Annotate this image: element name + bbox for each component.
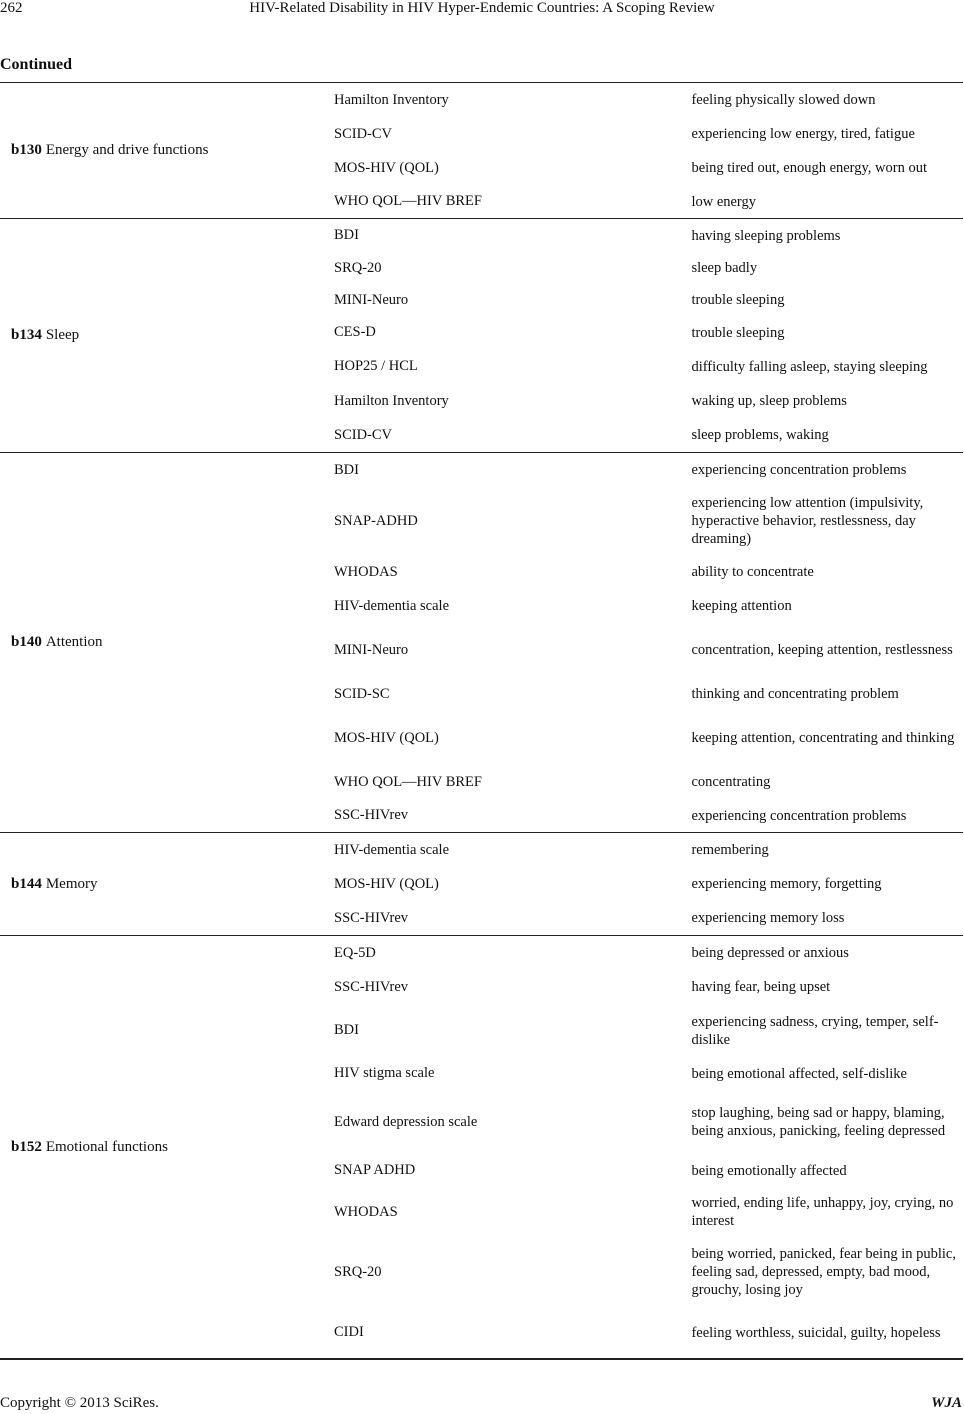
instrument-cell: SRQ-20 xyxy=(334,259,382,276)
rule-gap xyxy=(322,1354,323,1358)
instrument-cell: MOS-HIV (QOL) xyxy=(334,159,439,176)
journal-abbrev: WJA xyxy=(931,1395,962,1411)
category-label xyxy=(11,936,311,1358)
table-row xyxy=(334,316,963,349)
table-group xyxy=(0,935,963,1360)
table-row xyxy=(334,677,963,711)
instrument-cell: CIDI xyxy=(334,1324,364,1340)
category-code: b134 xyxy=(11,327,42,343)
description-cell: keeping attention xyxy=(691,598,792,614)
table-row xyxy=(334,384,963,418)
description-cell: being emotionally affected xyxy=(691,1162,847,1179)
instrument-cell: SRQ-20 xyxy=(334,1263,382,1280)
description-cell: experiencing concentration problems xyxy=(691,462,907,478)
instrument-cell: MOS-HIV (QOL) xyxy=(334,729,439,746)
category-code: b152 xyxy=(11,1138,42,1155)
description-cell: being emotional affected, self-dislike xyxy=(691,1065,907,1082)
table-row xyxy=(334,252,963,284)
table-row xyxy=(334,901,963,935)
table-group xyxy=(0,452,963,832)
instrument-cell: HIV-dementia scale xyxy=(334,841,450,858)
description-cell: experiencing low energy, tired, fatigue xyxy=(691,126,915,142)
description-cell: experiencing sadness, crying, temper, self-dislike xyxy=(691,1013,939,1048)
table-row xyxy=(334,487,963,555)
category-name: Energy and drive functions xyxy=(45,142,209,158)
category-name: Attention xyxy=(45,634,103,650)
instrument-cell: SSC-HIVrev xyxy=(334,978,409,995)
table-row xyxy=(334,185,963,218)
description-cell: difficulty falling asleep, staying sleeping xyxy=(691,358,928,375)
instrument-cell: WHO QOL—HIV BREF xyxy=(334,193,482,209)
table-row xyxy=(334,151,963,185)
table-row xyxy=(334,1307,963,1358)
running-title: HIV-Related Disability in HIV Hyper-Endemic Countries: A Scoping Review xyxy=(249,0,715,16)
instrument-cell: WHO QOL—HIV BREF xyxy=(334,773,482,790)
table-row xyxy=(334,833,963,867)
instrument-cell: WHODAS xyxy=(334,563,398,580)
description-cell: worried, ending life, unhappy, joy, crying, no interest xyxy=(691,1195,954,1229)
table-row xyxy=(334,83,963,117)
table xyxy=(0,82,963,1360)
instrument-cell: BDI xyxy=(334,461,359,478)
page-header xyxy=(0,0,964,20)
description-cell: ability to concentrate xyxy=(691,564,814,580)
table-row xyxy=(334,799,963,832)
description-cell: trouble sleeping xyxy=(691,324,785,341)
description-cell: trouble sleeping xyxy=(691,292,785,308)
table-row xyxy=(334,555,963,589)
description-cell: thinking and concentrating problem xyxy=(691,686,899,702)
instrument-cell: SCID-SC xyxy=(334,685,390,702)
instrument-cell: Hamilton Inventory xyxy=(334,392,449,409)
category-name: Memory xyxy=(45,875,98,892)
table-row xyxy=(334,1187,963,1237)
instrument-cell: SSC-HIVrev xyxy=(334,807,409,823)
description-cell: concentration, keeping attention, restlessness xyxy=(691,642,953,658)
table-row xyxy=(334,1154,963,1187)
description-cell: feeling physically slowed down xyxy=(691,92,876,108)
instrument-cell: Edward depression scale xyxy=(334,1113,478,1130)
instrument-cell: HIV-dementia scale xyxy=(334,597,450,614)
table-row xyxy=(334,711,963,765)
table-row xyxy=(334,349,963,384)
description-cell: experiencing low attention (impulsivity, hyperactive behavior, restlessness, day dreaming) xyxy=(691,495,924,547)
table-row xyxy=(334,453,963,487)
table-group xyxy=(0,832,963,935)
table-row xyxy=(334,117,963,151)
instrument-cell: SNAP-ADHD xyxy=(334,512,418,529)
description-cell: being tired out, enough energy, worn out xyxy=(691,160,928,176)
table-row xyxy=(334,1090,963,1154)
instrument-cell: CES-D xyxy=(334,324,376,340)
instrument-cell: SCID-CV xyxy=(334,125,393,142)
description-cell: being depressed or anxious xyxy=(691,945,849,961)
table-row xyxy=(334,765,963,799)
description-cell: low energy xyxy=(691,193,757,210)
table-row xyxy=(334,1057,963,1090)
table-row xyxy=(334,418,963,452)
table-row xyxy=(334,1004,963,1057)
page-number: 262 xyxy=(0,0,23,16)
instrument-cell: MINI-Neuro xyxy=(334,641,409,658)
description-cell: sleep badly xyxy=(691,260,758,276)
description-cell: experiencing concentration problems xyxy=(691,807,907,824)
instrument-cell: SNAP ADHD xyxy=(334,1162,416,1178)
description-cell: remembering xyxy=(691,842,769,858)
description-cell: keeping attention, concentrating and thinking xyxy=(691,730,955,746)
instrument-cell: BDI xyxy=(334,227,359,243)
instrument-cell: WHODAS xyxy=(334,1203,398,1220)
description-cell: experiencing memory, forgetting xyxy=(691,876,882,892)
table-row xyxy=(334,589,963,623)
instrument-cell: HIV stigma scale xyxy=(334,1065,435,1081)
description-cell: waking up, sleep problems xyxy=(691,393,847,409)
description-cell: feeling worthless, suicidal, guilty, hopeless xyxy=(691,1324,941,1341)
category-label xyxy=(11,83,311,218)
table-row xyxy=(334,284,963,316)
description-cell: experiencing memory loss xyxy=(691,910,845,926)
description-cell: being worried, panicked, fear being in public, feeling sad, depressed, empty, bad mood, grouchy, losing joy xyxy=(691,1246,956,1298)
continued-label: Continued xyxy=(0,56,73,73)
instrument-cell: EQ-5D xyxy=(334,944,376,961)
instrument-cell: SSC-HIVrev xyxy=(334,909,409,926)
table-group xyxy=(0,82,963,218)
category-label xyxy=(11,833,311,935)
table-row xyxy=(334,219,963,252)
description-cell: concentrating xyxy=(691,774,771,790)
copyright-text: Copyright © 2013 SciRes. xyxy=(0,1395,159,1411)
description-cell: stop laughing, being sad or happy, blaming, being anxious, panicking, feeling depressed xyxy=(691,1105,946,1139)
instrument-cell: Hamilton Inventory xyxy=(334,91,449,108)
table-group xyxy=(0,218,963,452)
description-cell: having sleeping problems xyxy=(691,227,841,244)
instrument-cell: SCID-CV xyxy=(334,426,393,443)
category-label xyxy=(11,219,311,452)
table-row xyxy=(334,623,963,677)
description-cell: having fear, being upset xyxy=(691,979,831,995)
instrument-cell: BDI xyxy=(334,1022,359,1038)
category-name: Sleep xyxy=(45,327,80,343)
category-label xyxy=(11,453,311,832)
table-row xyxy=(334,970,963,1004)
table-row xyxy=(334,867,963,901)
description-cell: sleep problems, waking xyxy=(691,427,829,443)
category-code: b130 xyxy=(11,142,42,158)
category-code: b140 xyxy=(11,634,42,650)
category-name: Emotional functions xyxy=(45,1138,168,1155)
instrument-cell: HOP25 / HCL xyxy=(334,358,418,374)
category-code: b144 xyxy=(11,875,42,892)
instrument-cell: MOS-HIV (QOL) xyxy=(334,875,439,892)
instrument-cell: MINI-Neuro xyxy=(334,291,409,308)
table-row xyxy=(334,1237,963,1307)
table-row xyxy=(334,936,963,970)
rule-gap xyxy=(680,1354,681,1358)
